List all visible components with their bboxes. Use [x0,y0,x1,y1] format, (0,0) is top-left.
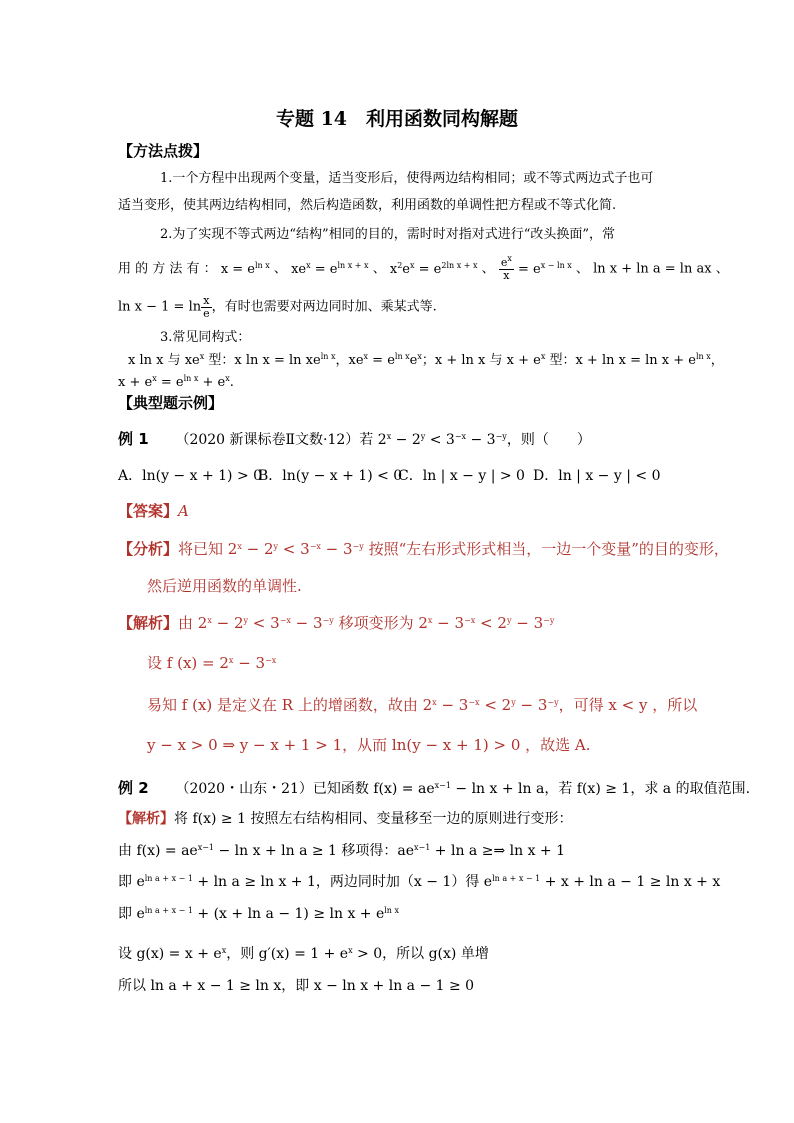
method-3-line-1: x ln x 与 $xe^x$ 型：x $\ln x = \ln xe^{ln x}$，$xe^x = e^{ln x}e^x$；x + ln x 与 $x + e^x$ 型：$x + \ln x = \ln x + e^{ln x}$， [128,352,724,368]
page-title: 专题 14 利用函数同构解题 [275,108,519,130]
example-2-solution-intro: 【解析】将 f(x) ≥ 1 按照左右结构相同、变量移至一边的原则进行变形： [118,811,573,827]
section-method: 【方法点拨】 [118,142,209,160]
solution-line-2: 设 f $(x) = 2^x - 3^{-x}$ [147,654,277,672]
method-1-line-2: 适当变形，使其两边结构相同，然后构造函数，利用函数的单调性把方程或不等式化简. [118,198,617,213]
method-2-line-2: 用 的 方 法 有 ： $x = e^{ln x}$ 、 $xe^x = e^{ln x + x}$ 、 $x^2e^x = e^{2ln x + x}$ 、 $\frac{e^x}{x}$ = $e^{x - ln x}$ 、 ln x + ln a = ln ax 、 [118,254,729,282]
example-1-option-b: B．ln(y − x + 1) < 0 [258,468,403,484]
fraction-ex-over-x: $\frac{e^x}{x}$ [500,254,512,282]
example-1-option-a: A．ln(y − x + 1) > 0 [118,468,263,484]
example-2-stem: 例 2 （2020・山东・21）已知函数 $f(x) = ae^{x-1} - \ln x + \ln a$，若 f(x) ≥ 1，求 a 的取值范围. [118,779,751,797]
example-1-option-d: D．ln | x − y | < 0 [533,468,661,484]
solution-line-4: y − x > 0 ⇒ y − x + 1 > 1，从而 ln(y − x + 1) > 0 ，故选 A. [147,736,591,754]
example-2-line-4: 设 $g(x) = x + e^x$，则 $g'(x) = 1 + e^x > 0$，所以 g(x) 单增 [118,946,489,962]
example-2-line-3: 即 $e^{ln a + x - 1} + (x + \ln a - 1) \ge \ln x + e^{ln x}$ [118,906,400,922]
solution-line-3: 易知 f (x) 是定义在 R 上的增函数，故由 $2^x - 3^{-x} < 2^y - 3^{-y}$，可得 x < y ，所以 [147,696,698,714]
method-2-line-1: 2.为了实现不等式两边“结构”相同的目的，需时时对指对式进行“改头换面”，常 [160,227,615,242]
method-2-line-3: ln x − 1 = ln $\frac{x}{e}$ ，有时也需要对两边同时加、乘某式等. [118,294,437,320]
method-3-head: 3.常见同构式： [160,330,251,345]
example-2-line-2: 即 $e^{ln a + x - 1} + \ln a \ge \ln x + 1$，两边同时加（x − 1）得 $e^{ln a + x - 1} + x + \ln a - 1 \ge \ln x + x$ [118,874,721,890]
example-1-stem: 例 1 （2020 新课标卷Ⅱ文数·12）若 $2^x - 2^y < 3^{-x} - 3^{-y}$，则（ ） [118,430,591,448]
example-1-option-c: C．ln | x − y | > 0 [398,468,525,484]
analysis-line-1: 【分析】将已知 $2^x - 2^y < 3^{-x} - 3^{-y}$ 按照“左右形式形式相当，一边一个变量”的目的变形， [118,540,729,558]
analysis-line-2: 然后逆用函数的单调性. [147,577,302,595]
example-2-line-5: 所以 ln a + x − 1 ≥ ln x，即 x − ln x + ln a − 1 ≥ 0 [118,978,475,994]
method-1-line-1: 1.一个方程中出现两个变量，适当变形后，使得两边结构相同；或不等式两边式子也可 [160,171,654,186]
solution-line-1: 【解析】由 $2^x - 2^y < 3^{-x} - 3^{-y}$ 移项变形为 $2^x - 3^{-x} < 2^y - 3^{-y}$ [118,614,555,632]
section-examples: 【典型题示例】 [118,394,224,412]
example-2-line-1: 由 $f(x) = ae^{x-1} - \ln x + \ln a \ge 1$ 移项得：$ae^{x-1} + \ln a$ ≥⇒ ln x + 1 [118,843,566,859]
method-3-line-2: $x + e^x = e^{ln x} + e^x$. [118,374,234,390]
answer-line: 【答案】A [118,502,189,520]
fraction-x-over-e: $\frac{x}{e}$ [203,294,210,320]
